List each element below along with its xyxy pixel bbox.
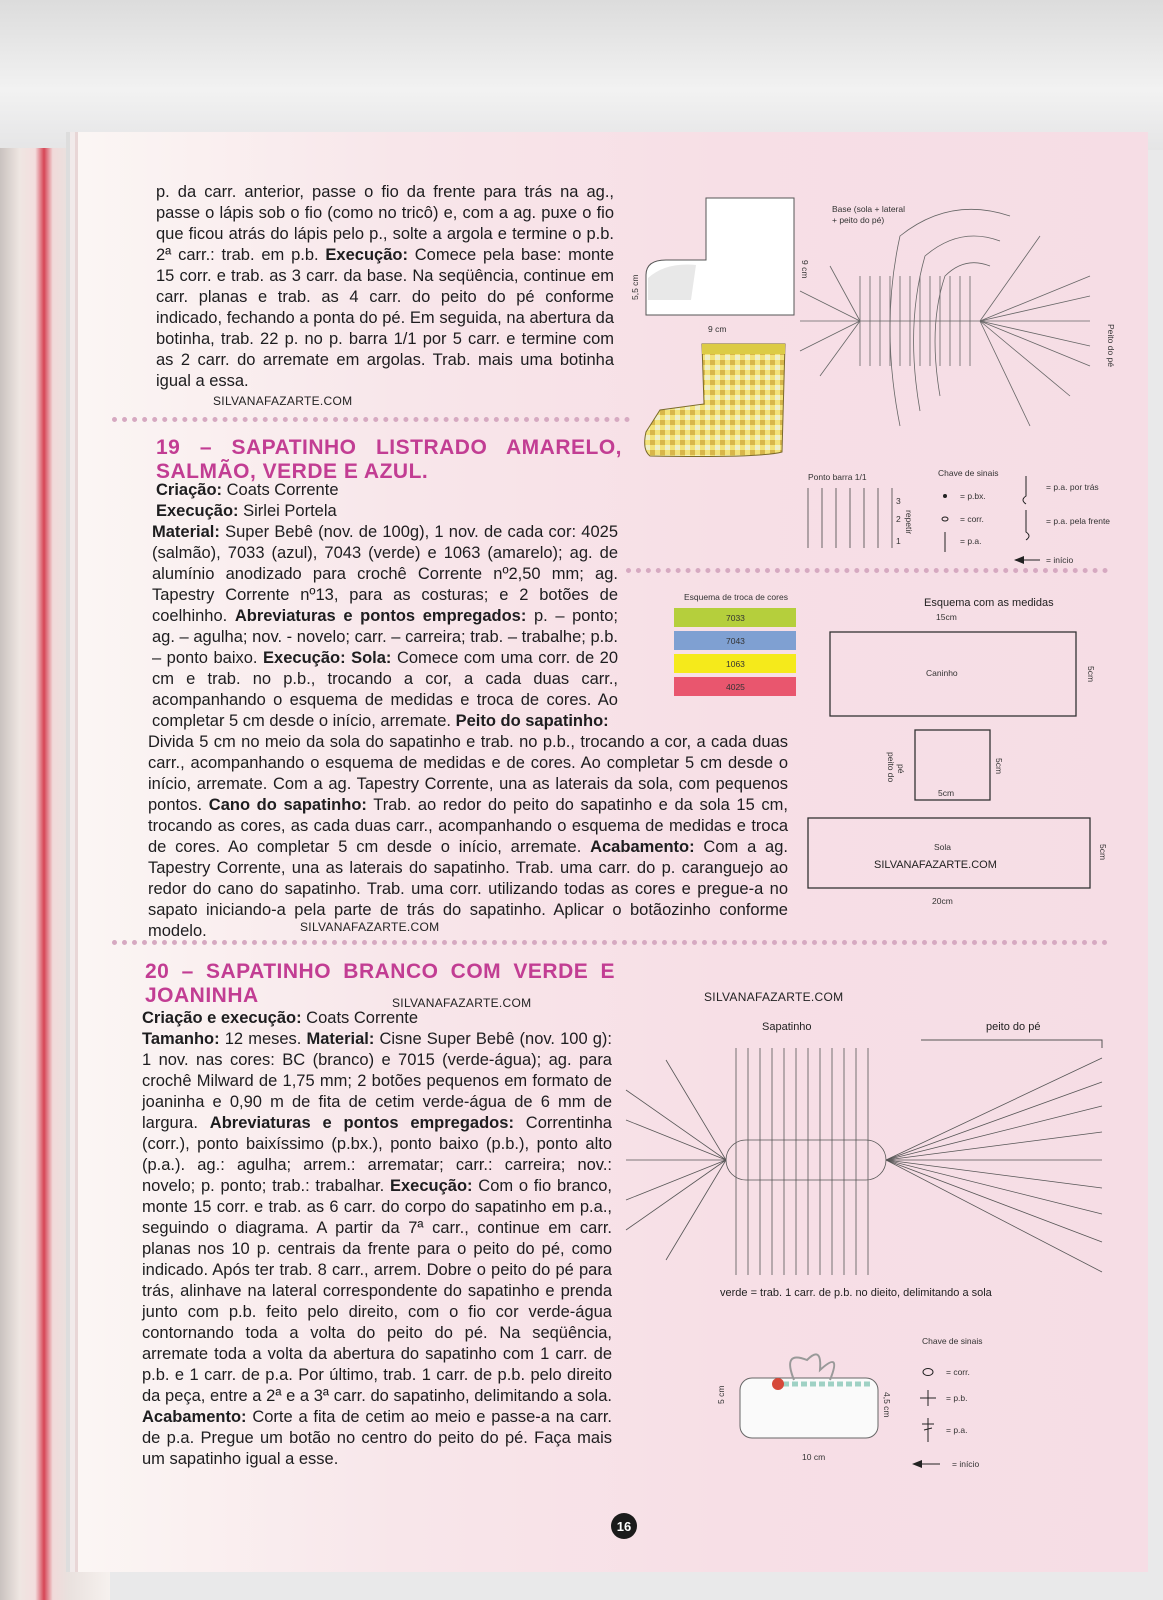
section20-body (142, 1008, 612, 1470)
s19-acab: Com a ag. Tapestry Corrente, una as laterais do sapatinho. Trab. uma carr. do p. caranguejo ao redor do cano do sapatinho. Trab. uma corr. utilizando todas as cores e pregue-a no sapato iniciando-a pela parte de trás do sapatinho. Aplicar o botãozinho conforme modelo. (148, 838, 788, 940)
intro-paragraph (156, 182, 614, 392)
s19-execucao-label: Execução: (156, 502, 239, 520)
watermark-3: SILVANAFAZARTE.COM (392, 996, 532, 1010)
intro-text-b: Comece pela base: monte 15 corr. e trab. as 3 carr. da base. Na seqüência, continue em carr. planas e trab. as 4 carr. do peito do pé conforme indicado, fechando a ponta do pé. Em seguida, na abertura da botinha, trab. 22 p. no p. barra 1/1 por 5 carr. e termine com as 2 carr. do arremate em argolas. Trab. mais uma botinha igual a essa. (156, 246, 614, 390)
ponto-barra-and-key (800, 466, 1120, 566)
pa-tras-symbol-icon (1023, 476, 1026, 504)
s19-criacao-label: Criação: (156, 481, 223, 499)
key1-corr: = corr. (960, 514, 984, 524)
intro-text-a: p. da carr. anterior, passe o fio da frente para trás na ag., passe o lápis sob o fio (como no tricô) e, com a ag. puxe o fio que ficou atrás do lápis pelo p., solte a argola e termine o p.b. 2ª carr.: trab. em p.b. (156, 183, 614, 264)
sola-rect (808, 818, 1090, 888)
stripe-7043-label: 7043 (726, 636, 745, 646)
s20-material: Cisne Super Bebê (nov. 100 g): 1 nov. nas cores: BC (branco) e 7015 (verde-água); ag. para crochê Milward de 1,75 mm; 2 botões pequenos em formato de joaninha e 0,90 m de fita de cetim verde-água de 6 mm de largura. (142, 1030, 613, 1132)
divider-2 (112, 940, 1108, 945)
dim-width: 9 cm (708, 324, 727, 334)
white-bootie-diagram (712, 1340, 902, 1470)
key2-pb: = p.b. (946, 1393, 968, 1403)
s20-tamanho: 12 meses. (219, 1030, 307, 1048)
s20-exec-label: Execução: (389, 1177, 473, 1195)
pa-symbol-icon-2 (922, 1418, 934, 1442)
s19-cano-label: Cano do sapatinho: (208, 796, 367, 814)
s19-peito: Divida 5 cm no meio da sola do sapatinho e trab. no p.b., trocando a cor, a cada duas carr., acompanhando o esquema de medidas e de cores. Ao completar 5 cm desde o início, arremate. Com a ag. Tapestry Corrente, una as laterais da sola, com pequenos pontos. (148, 733, 788, 814)
section19-material (152, 522, 618, 732)
sola-height: 5cm (1098, 844, 1108, 861)
s20-criacao: Coats Corrente (301, 1009, 419, 1027)
watermark-5: SILVANAFAZARTE.COM (704, 990, 844, 1004)
watermark-2: SILVANAFAZARTE.COM (300, 920, 440, 934)
peito-label: Peito do pé (1106, 324, 1116, 368)
key2-pa: = p.a. (946, 1425, 968, 1435)
peito-width: 5cm (938, 788, 955, 798)
sola-width: 20cm (932, 896, 953, 906)
stripe-4025-label: 4025 (726, 682, 745, 692)
striped-bootie-photo (640, 340, 790, 462)
base-crochet-chart (800, 196, 1120, 456)
color-scheme-title: Esquema de troca de cores (684, 592, 788, 602)
repetir-label: repetir (904, 510, 914, 535)
s19-exec-sola: Comece com uma corr. de 20 cm e trab. no p.b., trocando a cor, a cada duas carr., acompanhando o esquema de medidas e troca de cores. Ao completar 5 cm desde o início, arremate. (152, 649, 619, 730)
row-num-2: 2 (896, 514, 901, 524)
key1-title: Chave de sinais (938, 468, 999, 478)
d2-height: 5 cm (716, 1385, 726, 1404)
key2-inicio: = início (952, 1459, 980, 1469)
section20-title: 20 – SAPATINHO BRANCO COM VERDE E JOANINHA (145, 960, 615, 1007)
s20-acab: Corte a fita de cetim ao meio e passe-a na carr. de p.a. Pregue um botão no centro do peito do pé. Faça mais um sapatinho igual a esse. (142, 1408, 612, 1468)
d2-width: 10 cm (802, 1452, 826, 1462)
divider-1 (112, 417, 630, 422)
base-label-1: Base (sola + lateral (832, 204, 905, 214)
diagram2-caption: verde = trab. 1 carr. de p.b. no dieito, delimitando a sola (720, 1287, 992, 1299)
ponto-barra-label: Ponto barra 1/1 (808, 472, 867, 482)
s19-peito-label: Peito do sapatinho: (455, 712, 609, 730)
s20-exec: Com o fio branco, monte 15 corr. e trab. as 6 carr. do corpo do sapatinho em p.a., seguindo o diagrama. A partir da 7ª carr., continue em carr. planas nos 10 p. centrais da frente para o peito do pé, como indicado. Após ter trab. 8 carr., arrem. Dobre o peito do pé para trás, alinhave na lateral correspondente do sapatinho e prenda junto com p.b. feito pelo direito, com o fio cor verde-água contornando toda a volta do peito do pé. Na seqüência, arremate toda a volta da abertura do sapatinho com 1 carr. de p.b. e 1 carr. de p.a. Por último, trab. 1 carr. de p.b. pelo direito da peça, entre a 2ª e a 3ª carr. do sapatinho, delimitando a sola. (142, 1177, 612, 1405)
key2-corr: = corr. (946, 1367, 970, 1377)
stripe-7033-label: 7033 (726, 613, 745, 623)
peito-height: 5cm (994, 758, 1004, 775)
s20-material-label: Material: (306, 1030, 375, 1048)
s19-exec-sola-label: Execução: Sola: (263, 649, 392, 667)
peito-label-1: peito do (886, 752, 896, 783)
stripe-1063-label: 1063 (726, 659, 745, 669)
watermark-1: SILVANAFAZARTE.COM (213, 394, 353, 408)
measure-title: Esquema com as medidas (924, 597, 1054, 609)
pb-symbol-icon (920, 1390, 936, 1406)
key1-pa: = p.a. (960, 536, 982, 546)
color-change-scheme (672, 590, 802, 700)
row-num-1: 1 (896, 536, 901, 546)
dim-side: 5,5 cm (630, 274, 640, 300)
key1-pa-tras: = p.a. por trás (1046, 482, 1099, 492)
s19-material: Super Bebê (nov. de 100g), 1 nov. de cada cor: 4025 (salmão), 7033 (azul), 7043 (verde) e 1063 (amarelo); ag. de alumínio anodizado para crochê Corrente nº2,50 mm; ag. Tapestry Corrente nº13, para as costuras; e 2 botões de coelhinho. (152, 523, 618, 625)
symbol-key-2 (912, 1330, 1022, 1480)
intro-exec-label: Execução: (325, 246, 408, 264)
ladybug-icon (772, 1378, 784, 1390)
corr-symbol-icon-2 (923, 1369, 933, 1376)
d2-side: 4,5 cm (882, 1392, 892, 1418)
bootie-outline-diagram (630, 190, 816, 340)
s20-abrev: Correntinha (corr.), ponto baixíssimo (p.bx.), ponto baixo (p.b.), ponto alto (p.a.). ag.: agulha; arrem.: arrematar; carr.: carreira; nov.: novelo; p. ponto; trab.: trabalhar. (142, 1114, 612, 1195)
cano-width: 15cm (936, 612, 957, 622)
s19-execucao: Sirlei Portela (238, 502, 337, 520)
key1-pa-frente: = p.a. pela frente (1046, 516, 1111, 526)
dim-height: 9 cm (800, 260, 810, 279)
cano-height: 5cm (1086, 666, 1096, 683)
s19-criacao: Coats Corrente (222, 481, 339, 499)
watermark-4: SILVANAFAZARTE.COM (874, 859, 997, 871)
s20-abrev-label: Abreviaturas e pontos empregados: (209, 1114, 514, 1132)
caninho-label: Caninho (926, 668, 958, 678)
s20-tamanho-label: Tamanho: (142, 1030, 220, 1048)
s19-abrev: p. – ponto; ag. – agulha; nov. - novelo; carr. – carreira; trab. – trabalhe; p.b. – ponto baixo. (152, 607, 618, 667)
key2-title: Chave de sinais (922, 1336, 983, 1346)
s20-criacao-label: Criação e execução: (142, 1009, 302, 1027)
base-label-2: + peito do pé) (832, 215, 885, 225)
sapatinho-label: Sapatinho (762, 1021, 812, 1033)
corr-symbol-icon (942, 517, 948, 521)
scan-background (0, 0, 1163, 150)
key1-pbx: = p.bx. (960, 491, 986, 501)
peito-label-2: pé (896, 764, 906, 774)
key1-inicio: = início (1046, 555, 1074, 565)
pbx-symbol-icon (943, 494, 947, 498)
page-number: 16 (611, 1513, 637, 1539)
s19-acab-label: Acabamento: (590, 838, 695, 856)
s20-acab-label: Acabamento: (142, 1408, 247, 1426)
sola-label: Sola (934, 842, 952, 852)
pa-frente-symbol-icon (1026, 510, 1029, 540)
s19-cano: Trab. ao redor do peito do sapatinho e da sola 15 cm, trocando as cores, as cada duas carr., acompanhando o esquema de medidas e troca de cores. Ao completar 5 cm desde o início, arremate. (148, 796, 788, 856)
s19-abrev-label: Abreviaturas e pontos empregados: (234, 607, 527, 625)
peito-do-pe-label: peito do pé (986, 1021, 1041, 1033)
measurement-scheme (800, 594, 1120, 924)
divider-1b (626, 568, 1108, 573)
section19-body-wide (148, 732, 788, 942)
section19-title: 19 – SAPATINHO LISTRADO AMARELO, SALMÃO, VERDE E AZUL. (156, 436, 622, 483)
row-num-3: 3 (896, 496, 901, 506)
s19-material-label: Material: (152, 523, 220, 541)
sapatinho-crochet-chart (626, 1010, 1112, 1310)
section19-body (156, 480, 618, 522)
